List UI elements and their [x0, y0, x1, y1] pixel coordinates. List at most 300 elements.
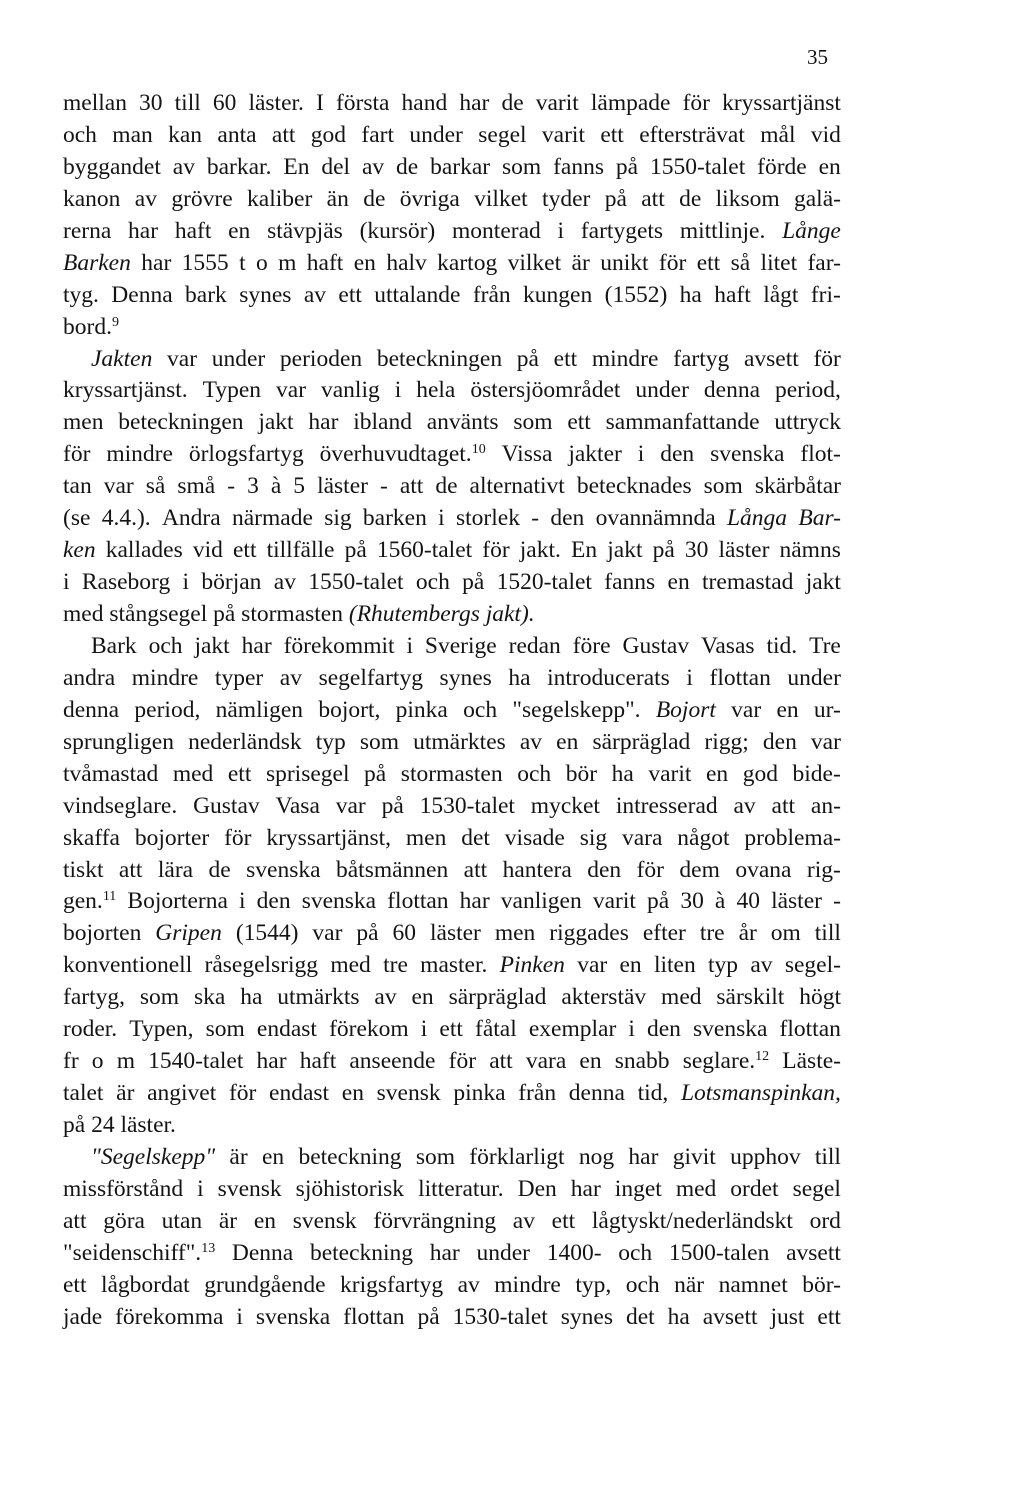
word: pinka	[395, 696, 448, 723]
word: kryssartjänst,	[266, 824, 392, 851]
word: jakt.	[519, 537, 561, 564]
word: tre	[383, 952, 408, 979]
word: utan	[161, 1207, 203, 1234]
word: utmärkts	[277, 984, 360, 1011]
text-line	[63, 1174, 841, 1206]
word: grundgående	[204, 1271, 326, 1298]
word: en	[667, 569, 690, 596]
word: liksom	[715, 185, 780, 212]
word: har	[459, 888, 490, 915]
word: lämpade	[590, 90, 671, 116]
text-line	[63, 375, 841, 407]
word: i	[239, 888, 246, 915]
word: skaffa	[63, 824, 120, 851]
word: och	[415, 569, 450, 596]
word: 1555	[181, 249, 229, 276]
word: Bojorterna	[127, 888, 228, 915]
word: akterstäv	[561, 984, 647, 1011]
word: så	[145, 473, 166, 500]
word: örlogsfartyg	[188, 441, 304, 468]
word: av	[279, 664, 302, 691]
word: stångsegel	[109, 601, 208, 627]
word: från	[472, 281, 511, 308]
word: seglare.$^{12}$	[682, 1048, 770, 1075]
word: i	[197, 1175, 204, 1202]
word: mindre	[106, 441, 173, 468]
word: har	[241, 632, 272, 659]
word: 60	[212, 90, 237, 116]
text-line	[63, 1206, 841, 1238]
word: problema-	[744, 824, 841, 851]
word: bojorter	[134, 824, 210, 851]
word: o	[255, 249, 268, 276]
word: så	[730, 249, 751, 276]
word: redan	[508, 632, 561, 659]
word: kryssartjänst.	[63, 377, 188, 404]
word: svenska	[255, 1303, 331, 1330]
word: till	[174, 90, 201, 116]
word: på	[381, 792, 404, 819]
word: har	[141, 249, 172, 276]
word: och	[148, 632, 183, 659]
word: men	[405, 824, 447, 851]
word: storlek	[455, 505, 520, 532]
word: roder.	[63, 1016, 118, 1043]
word: på	[417, 1303, 440, 1330]
text-line	[63, 471, 841, 503]
word: upphov	[730, 1143, 801, 1170]
word: kungen	[523, 281, 593, 308]
word: ett	[551, 1207, 576, 1234]
word: svenska	[693, 1016, 768, 1043]
word: av	[134, 185, 157, 212]
word: med	[675, 1175, 717, 1202]
word: ibland	[353, 409, 412, 436]
word: 30	[139, 90, 163, 116]
word: svensk	[292, 1207, 357, 1234]
text-line	[63, 1238, 841, 1270]
word: under	[211, 345, 266, 372]
text-line	[63, 344, 841, 376]
word: har	[128, 217, 159, 244]
word: var	[276, 377, 307, 404]
word: var	[810, 728, 841, 755]
text-line	[63, 727, 841, 759]
word: ett	[227, 760, 252, 787]
word: 1550-talet	[308, 569, 404, 596]
word: läster.	[120, 1112, 176, 1138]
word: bojort,	[318, 696, 381, 723]
word: och	[517, 760, 552, 787]
word: mindre	[131, 664, 199, 691]
word: stormasten	[400, 760, 503, 787]
word: under	[409, 121, 463, 148]
word: introducerats	[547, 664, 670, 691]
word: men	[494, 920, 536, 947]
word: master.	[420, 952, 488, 979]
word: beteckning	[309, 1239, 414, 1266]
word: fanns	[553, 153, 604, 180]
text-line	[63, 1014, 841, 1046]
word: utmärktes	[413, 728, 506, 755]
word: exemplar	[528, 1016, 617, 1043]
word: o	[91, 1048, 104, 1075]
word: vid	[810, 121, 841, 148]
word: rerna	[63, 217, 112, 244]
word: nämns	[779, 537, 841, 564]
word: Barken	[63, 249, 131, 276]
word: med	[661, 984, 702, 1011]
word: om	[770, 920, 801, 947]
word: beteckningen	[376, 345, 503, 372]
word: förde	[757, 153, 807, 180]
word: på	[63, 1112, 86, 1138]
word: Pinken	[499, 952, 565, 979]
word: den	[256, 888, 291, 915]
word: segel-	[784, 952, 841, 979]
word: bör-	[802, 1271, 841, 1298]
word: små	[177, 473, 216, 500]
word: har	[628, 1143, 659, 1170]
word: varit	[592, 888, 636, 915]
word: för	[228, 1080, 257, 1107]
word: med	[63, 601, 104, 627]
word: tyg.	[63, 281, 99, 308]
footnote-ref: 10	[471, 442, 486, 458]
word: att	[463, 856, 488, 883]
word: en	[818, 153, 841, 180]
word: övriga	[399, 185, 460, 212]
word: dem	[679, 856, 720, 883]
word: svensk	[217, 1175, 282, 1202]
word: ett	[553, 345, 578, 372]
word: lågtyskt/nederländskt	[591, 1207, 793, 1234]
text-line	[63, 855, 841, 887]
word: särpräglad	[448, 984, 547, 1011]
word: en	[619, 952, 642, 979]
word: svensk	[376, 1080, 441, 1107]
word: den	[762, 728, 797, 755]
word: liten	[653, 952, 696, 979]
word: var	[577, 952, 608, 979]
word: haft	[306, 249, 344, 276]
word: göra	[103, 1207, 145, 1234]
word: som	[359, 728, 400, 755]
text-line	[63, 216, 841, 248]
word: vindseglare.	[63, 792, 178, 819]
word: jakt	[258, 409, 294, 436]
word: ha	[679, 281, 702, 308]
word: god	[310, 121, 347, 148]
word: endast	[256, 1016, 317, 1043]
word: typer	[214, 664, 264, 691]
word: som	[139, 984, 180, 1011]
word: nämligen	[215, 696, 304, 723]
word: ett	[817, 1303, 841, 1330]
word: t	[239, 249, 246, 276]
word: En	[283, 153, 310, 180]
word: rigg;	[704, 728, 749, 755]
word: av	[374, 984, 397, 1011]
word: de	[679, 185, 702, 212]
word: har	[429, 1239, 460, 1266]
text-line	[63, 663, 841, 695]
word: intresserad	[615, 792, 718, 819]
word: -	[531, 505, 540, 532]
word: bör	[565, 760, 598, 787]
word: vara	[622, 824, 663, 851]
word: perioden	[279, 345, 363, 372]
text-line	[63, 184, 841, 216]
word: på	[356, 920, 379, 947]
word: fartyg,	[63, 984, 125, 1011]
word: mycket	[530, 792, 600, 819]
word: givit	[672, 1143, 716, 1170]
word: haft	[714, 281, 751, 308]
word: de	[501, 90, 524, 116]
word: litet	[760, 249, 798, 276]
word: som	[513, 409, 553, 436]
word: Tre	[809, 632, 841, 659]
word: och	[63, 121, 97, 148]
word: den	[647, 1016, 681, 1043]
word: tre	[699, 920, 725, 947]
word: i	[406, 632, 413, 659]
word: sammanfattande	[605, 409, 760, 436]
word: var	[167, 345, 198, 372]
word: av	[172, 153, 195, 180]
word: 1520-talet	[496, 569, 592, 596]
word: läster	[771, 888, 822, 915]
word: och	[463, 696, 498, 723]
word: förekom	[329, 1016, 409, 1043]
word: i	[394, 377, 402, 404]
text-line	[63, 120, 841, 152]
footnote-ref: 12	[755, 1049, 770, 1065]
word: ha	[667, 1303, 690, 1330]
word: förekomma	[115, 1303, 224, 1330]
word: ord	[809, 1207, 841, 1234]
word: man	[112, 121, 153, 148]
word: litteratur.	[418, 1175, 504, 1202]
word: i	[63, 569, 70, 596]
word: tvåmastad	[63, 760, 159, 787]
text-line	[63, 950, 841, 982]
word: förvrängning	[373, 1207, 497, 1234]
word: jakt).	[485, 601, 535, 627]
word: kryssartjänst	[722, 90, 841, 116]
word: beteckning	[298, 1143, 402, 1170]
word: som	[502, 153, 542, 180]
word: betecknades	[576, 473, 692, 500]
word: bord.$^9$	[63, 313, 119, 340]
word: med	[172, 760, 214, 787]
word: för	[63, 441, 91, 468]
word: nederländsk	[188, 728, 302, 755]
word: stormasten	[241, 601, 343, 627]
word: 40	[736, 888, 760, 915]
word: på	[615, 153, 639, 180]
word: jakter	[568, 441, 622, 468]
word: Läste-	[782, 1048, 841, 1075]
text-line	[63, 1110, 841, 1142]
word: snabb	[614, 1048, 670, 1075]
text-line	[63, 312, 841, 344]
word: läster	[317, 473, 368, 500]
word: tremastad	[702, 569, 794, 596]
word: alternativt	[469, 473, 565, 500]
word: av	[303, 281, 326, 308]
word: Långa	[726, 505, 788, 532]
footnote-ref: 11	[102, 889, 117, 905]
text-line	[63, 88, 841, 120]
word: är	[571, 249, 590, 276]
text-line	[63, 1046, 841, 1078]
word: ken	[63, 537, 96, 564]
word: varit	[648, 760, 692, 787]
word: namnet	[718, 1271, 788, 1298]
word: råsegelsrigg	[204, 952, 319, 979]
word: en	[261, 1143, 285, 1170]
word: en	[353, 249, 376, 276]
word: för	[658, 249, 687, 276]
word: en	[556, 728, 579, 755]
word: av	[750, 952, 773, 979]
word: jakt	[805, 569, 841, 596]
word: med	[330, 952, 371, 979]
word: en	[579, 1048, 602, 1075]
word: Vissa	[501, 441, 553, 468]
word: monterad	[452, 217, 541, 244]
word: 30	[680, 888, 704, 915]
word: synes	[560, 1303, 614, 1330]
word: (kursör)	[359, 217, 436, 244]
word: angivet	[147, 1080, 217, 1107]
word: av	[457, 1271, 480, 1298]
word: var	[335, 792, 366, 819]
word: en	[411, 984, 434, 1011]
word: av	[519, 728, 543, 755]
word: gen.$^{11}$	[63, 888, 117, 915]
word: barkar	[430, 153, 491, 180]
word: på	[516, 345, 539, 372]
word: att	[641, 185, 665, 212]
word: har	[256, 1048, 287, 1075]
footnote-ref: 9	[111, 314, 119, 330]
word: vanlig	[321, 377, 380, 404]
word: år	[738, 920, 757, 947]
word: mindre	[494, 1271, 561, 1298]
word: början	[201, 569, 262, 596]
word: mindre	[591, 345, 659, 372]
word: efter	[642, 920, 686, 947]
word: an-	[810, 792, 841, 819]
word: för	[682, 90, 710, 116]
word: Bojort	[655, 696, 716, 723]
word: jakt	[194, 632, 230, 659]
word: uttryck	[774, 409, 841, 436]
word: hantera	[502, 856, 572, 883]
word: första	[335, 90, 390, 116]
word: Andra	[161, 505, 221, 532]
word: båtsmännen	[335, 856, 449, 883]
word: flottan	[779, 1016, 841, 1043]
word: de	[396, 153, 419, 180]
word: till	[814, 1143, 841, 1170]
text-line	[63, 631, 841, 663]
word: den	[660, 441, 695, 468]
word: denna	[703, 377, 761, 404]
text-line	[63, 407, 841, 439]
word: halv	[386, 249, 427, 276]
word: i	[628, 1016, 635, 1043]
word: avsett	[743, 345, 799, 372]
word: är	[229, 1143, 248, 1170]
word: tiskt	[63, 856, 104, 883]
text-line	[63, 599, 841, 631]
body-text	[63, 88, 841, 1334]
word: grövre	[171, 185, 233, 212]
word: använts	[426, 409, 499, 436]
word: att	[118, 856, 143, 883]
word: just	[770, 1303, 805, 1330]
word: missförstånd	[63, 1175, 184, 1202]
word: och	[625, 1271, 660, 1298]
word: närmade	[231, 505, 313, 532]
word: på	[604, 185, 627, 212]
word: ett	[696, 249, 721, 276]
word: den	[550, 505, 585, 532]
word: på	[647, 888, 670, 915]
word: "segelskepp".	[512, 696, 641, 723]
word: mellan	[63, 90, 127, 116]
word: skärbåtar	[754, 473, 841, 500]
word: fri-	[810, 281, 841, 308]
word: sprungligen	[63, 728, 174, 755]
word: har	[459, 90, 490, 116]
word: jade	[63, 1303, 103, 1330]
word: östersjöområdet	[470, 377, 621, 404]
word: "Segelskepp"	[91, 1143, 216, 1170]
word: i	[182, 569, 190, 596]
word: Gustav	[193, 792, 260, 819]
word: tan	[63, 473, 92, 500]
word: på	[344, 537, 367, 564]
word: en	[253, 1207, 276, 1234]
word: sjöhistorisk	[295, 1175, 405, 1202]
word: överhuvudtaget.$^{10}$	[319, 441, 486, 468]
text-line	[63, 503, 841, 535]
word: de	[363, 185, 386, 212]
word: ett	[338, 281, 362, 308]
word: 1530-talet	[419, 792, 515, 819]
word: Gustav	[622, 632, 690, 659]
word: barken	[362, 505, 427, 532]
text-line	[63, 567, 841, 599]
word: del	[321, 153, 351, 180]
word: typ	[708, 952, 739, 979]
word: under	[787, 664, 841, 691]
word: endast	[269, 1080, 330, 1107]
word: på	[462, 569, 485, 596]
word: Denna	[111, 281, 173, 308]
text-line	[63, 1078, 841, 1110]
word: haft	[299, 1048, 337, 1075]
word: mittlinje.	[679, 217, 766, 244]
word: men	[63, 409, 104, 436]
word: kallades	[105, 537, 183, 564]
word: för	[813, 345, 841, 372]
